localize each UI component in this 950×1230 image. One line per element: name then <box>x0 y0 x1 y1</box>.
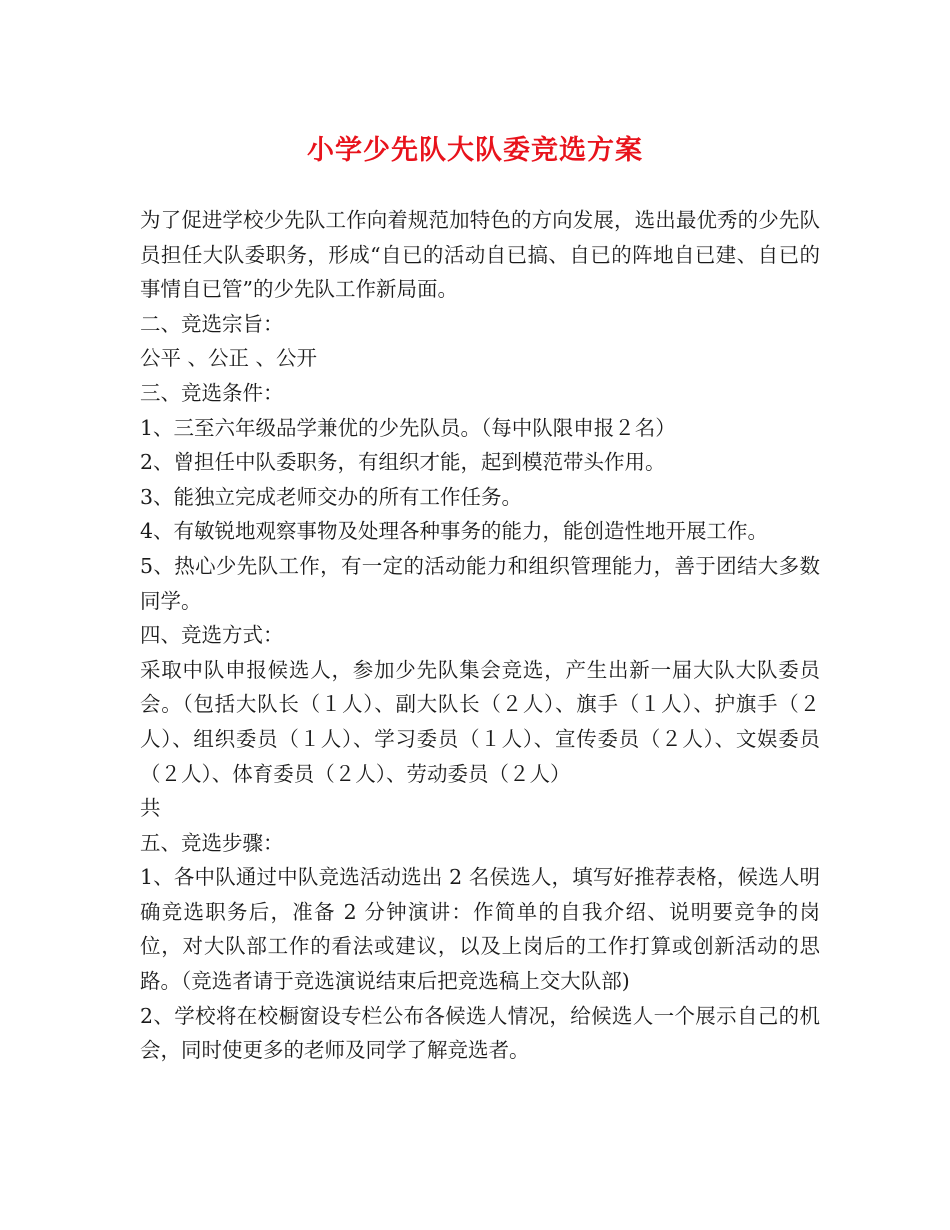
condition-item-2: 2、曾担任中队委职务，有组织才能，起到模范带头作用。 <box>140 450 666 475</box>
document-body <box>140 203 820 1068</box>
method-paragraph: 采取中队申报候选人，参加少先队集会竞选，产生出新一届大队大队委员会。（包括大队长（１人）、副大队长（２人）、旗手（１人）、护旗手（２人）、组织委员（１人）、学习委员（１人）、宣传委员（２人）、文娱委员（２人）、体育委员（２人）、劳动委员（２人） <box>140 657 820 786</box>
section-heading-conditions: 三、竞选条件： <box>140 380 284 405</box>
condition-item-3: 3、能独立完成老师交办的所有工作任务。 <box>140 484 523 509</box>
step-item-2: 2、学校将在校橱窗设专栏公布各候选人情况，给候选人一个展示自己的机会，同时使更多的老师及同学了解竞选者。 <box>140 1003 820 1063</box>
document-title: 小学少先队大队委竞选方案 <box>307 135 643 166</box>
step-item-1: 1、各中队通过中队竞选活动选出 2 名侯选人，填写好推荐表格，候选人明确竞选职务后，准备 2 分钟演讲：作简单的自我介绍、说明要竞争的岗位，对大队部工作的看法或建议，以及上岗后的工作打算或创新活动的思路。（竞选者请于竞选演说结束后把竞选稿上交大队部) <box>140 865 820 994</box>
section-heading-purpose: 二、竞选宗旨： <box>140 311 284 336</box>
section-heading-steps: 五、竞选步骤： <box>140 830 284 855</box>
condition-item-5: 5、热心少先队工作，有一定的活动能力和组织管理能力，善于团结大多数同学。 <box>140 553 820 613</box>
section-heading-method: 四、竞选方式： <box>140 623 284 648</box>
condition-item-4: 4、有敏锐地观察事物及处理各种事务的能力，能创造性地开展工作。 <box>140 519 769 544</box>
intro-paragraph: 为了促进学校少先队工作向着规范加特色的方向发展，选出最优秀的少先队员担任大队委职务，形成“自已的活动自已搞、自已的阵地自已建、自已的事情自已管”的少先队工作新局面。 <box>140 208 820 302</box>
purpose-text: 公平 、公正 、公开 <box>140 346 318 371</box>
condition-item-1: 1、三至六年级品学兼优的少先队员。（每中队限申报２名） <box>140 415 676 440</box>
method-total: 共 <box>140 796 161 821</box>
